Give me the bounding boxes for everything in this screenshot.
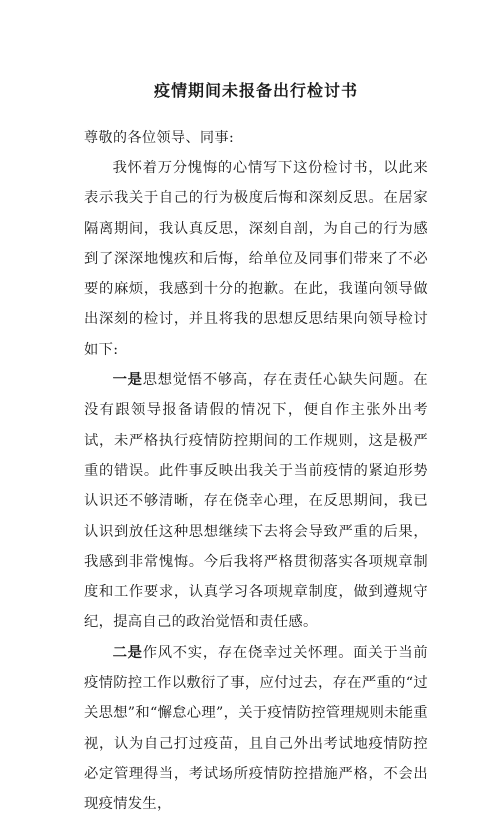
point-paragraph-2 (84, 638, 428, 820)
point-lead-2: 二是 (112, 644, 143, 661)
point-paragraph-1 (84, 365, 428, 638)
point-text-1: 思想觉悟不够高，存在责任心缺失问题。在没有跟领导报备请假的情况下，便自作主张外出考试，未严格执行疫情防控期间的工作规则，这是极严重的错误。此件事反映出我关于当前疫情的紧迫形势认识还不够清晰，存在侥幸心理，在反思期间，我已认识到放任这种思想继续下去将会导致严重的后果，我感到非常愧悔。今后我将严格贯彻落实各项规章制度和工作要求，认真学习各项规章制度，做到遵规守纪，提高自己的政治觉悟和责任感。 (84, 372, 428, 631)
salutation: 尊敬的各位领导、同事: (84, 130, 235, 146)
point-lead-1: 一是 (112, 372, 143, 389)
intro-paragraph: 我怀着万分愧悔的心情写下这份检讨书，以此来表示我关于自己的行为极度后悔和深刻反思。在居家隔离期间，我认真反思，深刻自剖，为自己的行为感到了深深地愧疚和后悔，给单位及同事们带来了不必要的麻烦，我感到十分的抱歉。在此，我谨向领导做出深刻的检讨，并且将我的思想反思结果向领导检讨如下: (84, 160, 428, 358)
document-title: 疫情期间未报备出行检讨书 (153, 81, 358, 100)
point-text-2: 作风不实，存在侥幸过关怀理。面关于当前疫情防控工作以敷衍了事，应付过去，存在严重的“过关思想”和“懈怠心理”，关于疫情防控管理规则未能重视，认为自己打过疫苗，且自己外出考试地疫情防控必定管理得当，考试场所疫情防控措施严格，不会出现疫情发生， (84, 644, 428, 813)
